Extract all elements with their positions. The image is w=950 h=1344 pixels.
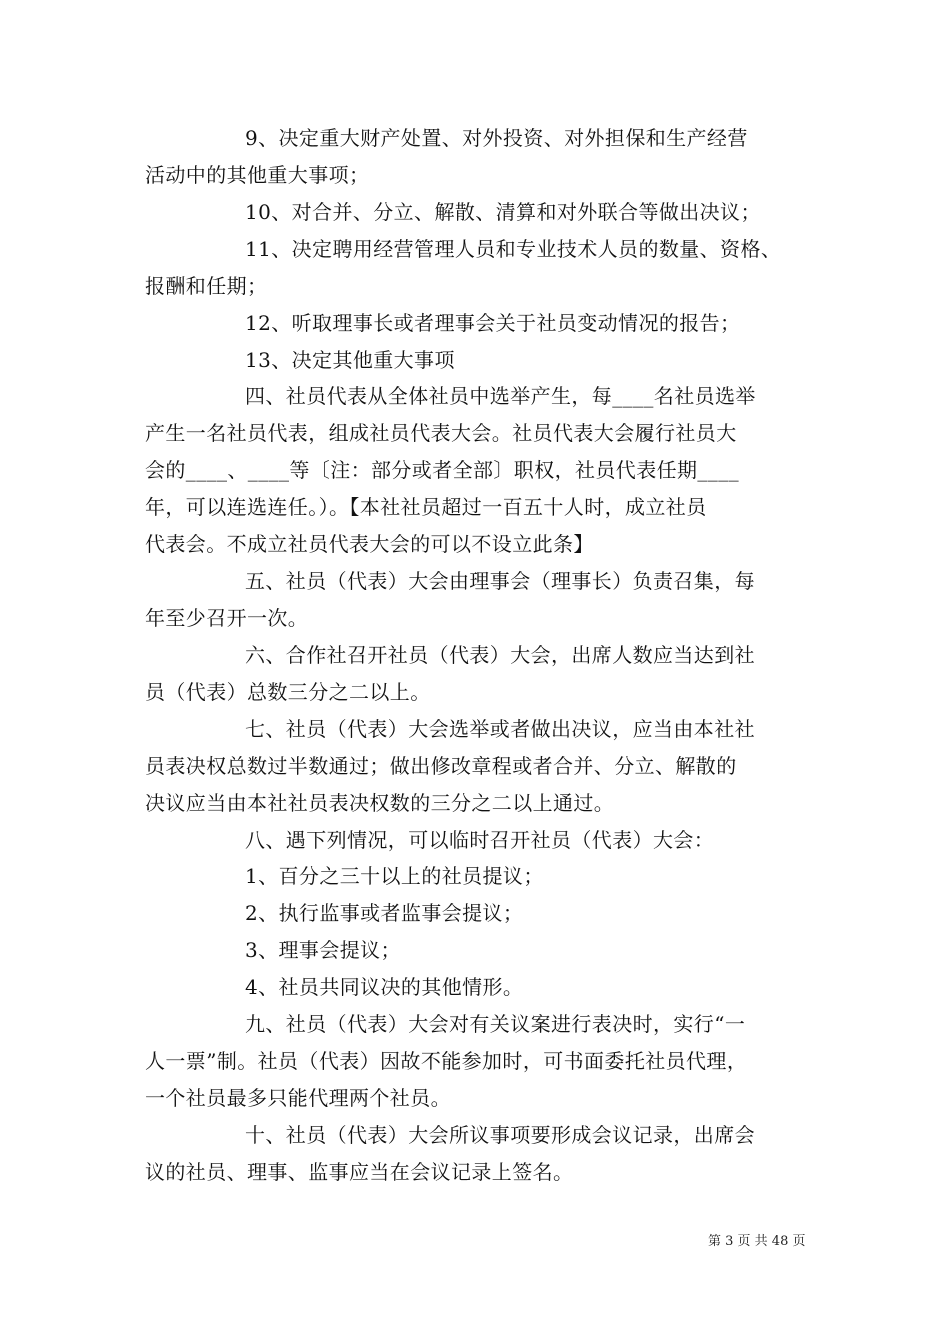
text-line: 员表决权总数过半数通过；做出修改章程或者合并、分立、解散的: [145, 754, 737, 778]
page-number: 第 3 页 共 48 页: [708, 1234, 806, 1249]
text-line: 年至少召开一次。: [145, 606, 309, 630]
text-line: 9、决定重大财产处置、对外投资、对外担保和生产经营: [245, 126, 748, 150]
text-line: 12、听取理事长或者理事会关于社员变动情况的报告；: [245, 311, 741, 335]
text-line: 员（代表）总数三分之二以上。: [145, 680, 431, 704]
text-line: 2、执行监事或者监事会提议；: [245, 901, 524, 925]
text-line: 会的____、____等〔注：部分或者全部〕职权，社员代表任期____: [145, 458, 739, 482]
text-line: 4、社员共同议决的其他情形。: [245, 975, 524, 999]
text-line: 八、遇下列情况，可以临时召开社员（代表）大会：: [245, 828, 715, 852]
text-line: 产生一名社员代表，组成社员代表大会。社员代表大会履行社员大: [145, 421, 737, 445]
text-line: 七、社员（代表）大会选举或者做出决议，应当由本社社: [245, 717, 755, 741]
text-line: 10、对合并、分立、解散、清算和对外联合等做出决议；: [245, 200, 761, 224]
text-line: 报酬和任期；: [145, 274, 268, 298]
text-line: 1、百分之三十以上的社员提议；: [245, 864, 544, 888]
text-line: 年，可以连选连任。）。【本社社员超过一百五十人时，成立社员: [145, 495, 707, 519]
text-line: 九、社员（代表）大会对有关议案进行表决时，实行“一: [245, 1012, 746, 1036]
text-line: 五、社员（代表）大会由理事会（理事长）负责召集，每: [245, 569, 755, 593]
text-line: 3、理事会提议；: [245, 938, 401, 962]
text-line: 代表会。不成立社员代表大会的可以不设立此条】: [145, 532, 594, 556]
text-line: 活动中的其他重大事项；: [145, 163, 370, 187]
text-line: 11、决定聘用经营管理人员和专业技术人员的数量、资格、: [245, 237, 782, 261]
text-line: 四、社员代表从全体社员中选举产生，每____名社员选举: [245, 384, 756, 408]
text-line: 十、社员（代表）大会所议事项要形成会议记录，出席会: [245, 1123, 755, 1147]
text-line: 六、合作社召开社员（代表）大会，出席人数应当达到社: [245, 643, 755, 667]
text-line: 人一票”制。社员（代表）因故不能参加时，可书面委托社员代理，: [145, 1049, 748, 1073]
text-line: 议的社员、理事、监事应当在会议记录上签名。: [145, 1160, 574, 1184]
text-line: 一个社员最多只能代理两个社员。: [145, 1086, 451, 1110]
text-line: 决议应当由本社社员表决权数的三分之二以上通过。: [145, 791, 615, 815]
text-line: 13、决定其他重大事项: [245, 348, 455, 372]
